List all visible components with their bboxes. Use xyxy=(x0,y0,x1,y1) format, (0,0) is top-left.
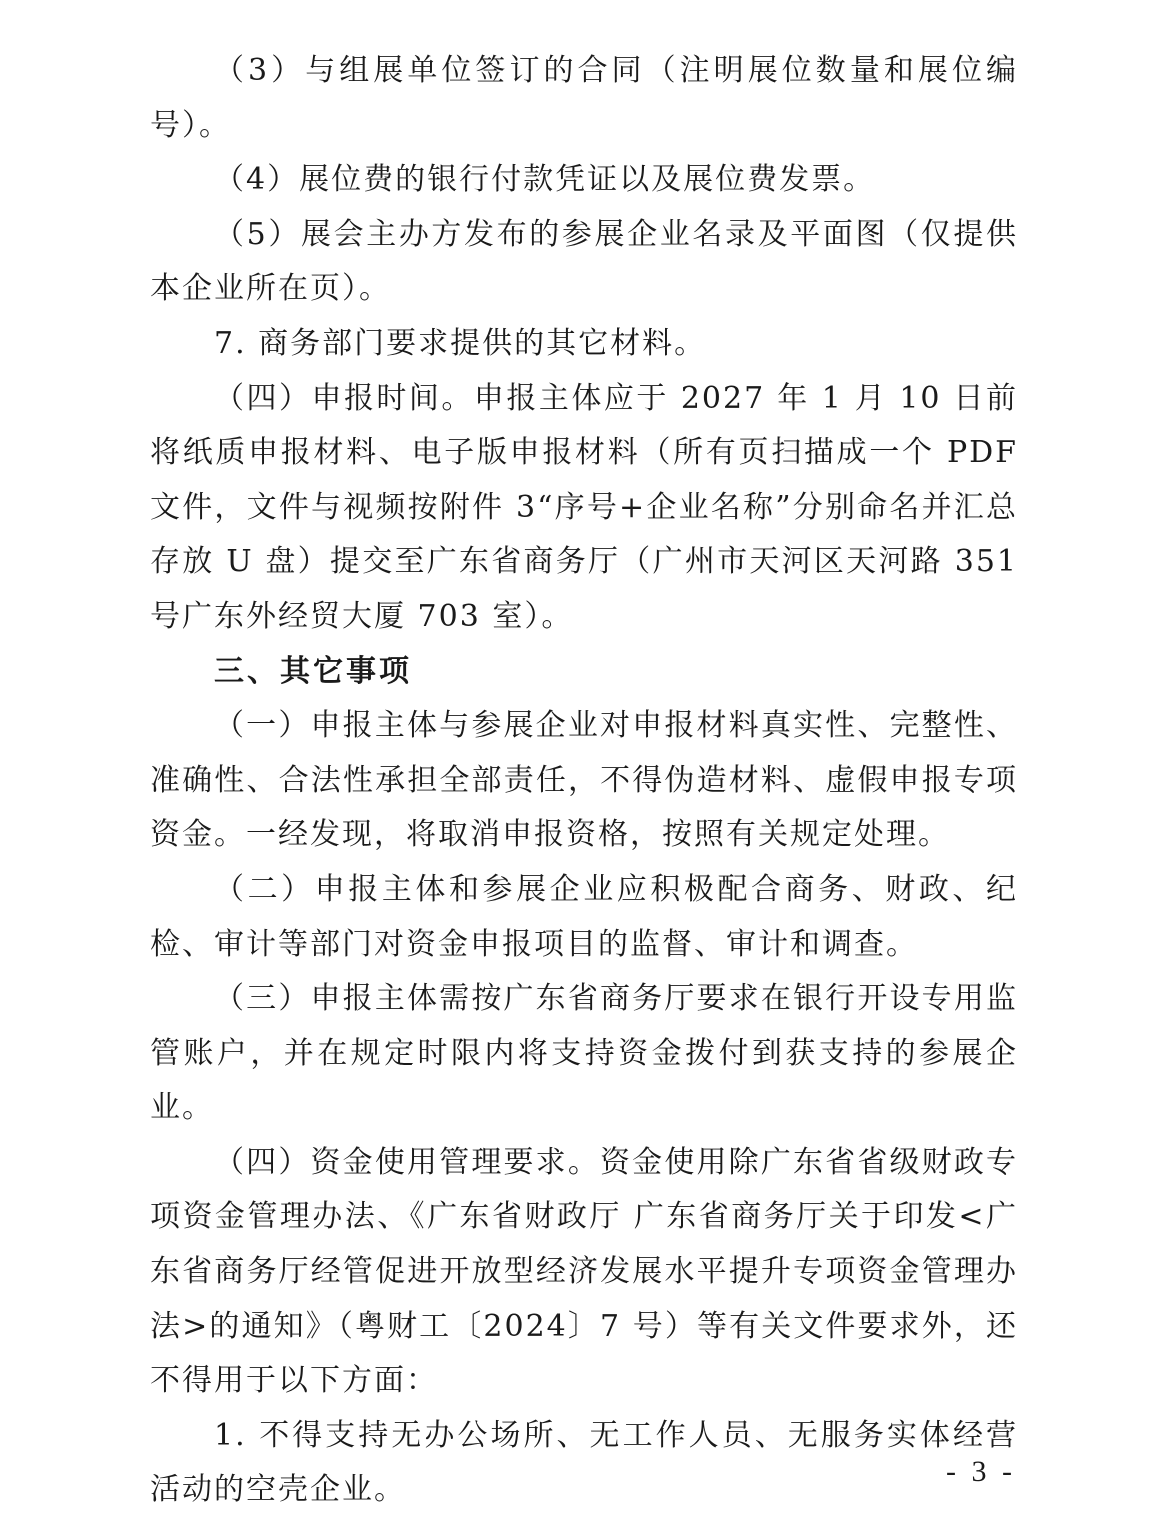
paragraph-application-deadline: （四）申报时间。申报主体应于 2027 年 1 月 10 日前将纸质申报材料、电子版申报材料（所有页扫描成一个 PDF 文件，文件与视频按附件 3“序号+企业名称”分别命名并汇总存放 U 盘）提交至广东省商务厅（广州市天河区天河路 351 号广东外经贸大厦 703 室）。 xyxy=(150,380,1018,634)
paragraph-contract: （3）与组展单位签订的合同（注明展位数量和展位编号）。 xyxy=(150,53,1018,143)
paragraph-other-materials: 7. 商务部门要求提供的其它材料。 xyxy=(214,325,707,361)
document-body xyxy=(150,44,1018,1518)
section-heading-other-matters: 三、其它事项 xyxy=(214,653,412,689)
paragraph-shell-companies: 1. 不得支持无办公场所、无工作人员、无服务实体经营活动的空壳企业。 xyxy=(150,1417,1018,1508)
paragraph-payment-voucher: （4）展位费的银行付款凭证以及展位费发票。 xyxy=(214,162,876,198)
paragraph-supervision-account: （三）申报主体需按广东省商务厅要求在银行开设专用监管账户，并在规定时限内将支持资金拨付到获支持的参展企业。 xyxy=(150,981,1018,1126)
page-number: - 3 - xyxy=(946,1455,1016,1488)
paragraph-responsibility: （一）申报主体与参展企业对申报材料真实性、完整性、准确性、合法性承担全部责任，不得伪造材料、虚假申报专项资金。一经发现，将取消申报资格，按照有关规定处理。 xyxy=(150,708,1018,853)
paragraph-fund-usage: （四）资金使用管理要求。资金使用除广东省省级财政专项资金管理办法、《广东省财政厅 广东省商务厅关于印发<广东省商务厅经管促进开放型经济发展水平提升专项资金管理办法>的通知》（粤财工〔2024〕7 号）等有关文件要求外，还不得用于以下方面： xyxy=(150,1144,1018,1399)
paragraph-exhibitor-directory: （5）展会主办方发布的参展企业名录及平面图（仅提供本企业所在页）。 xyxy=(150,216,1018,307)
paragraph-cooperation: （二）申报主体和参展企业应积极配合商务、财政、纪检、审计等部门对资金申报项目的监督、审计和调查。 xyxy=(150,871,1018,962)
